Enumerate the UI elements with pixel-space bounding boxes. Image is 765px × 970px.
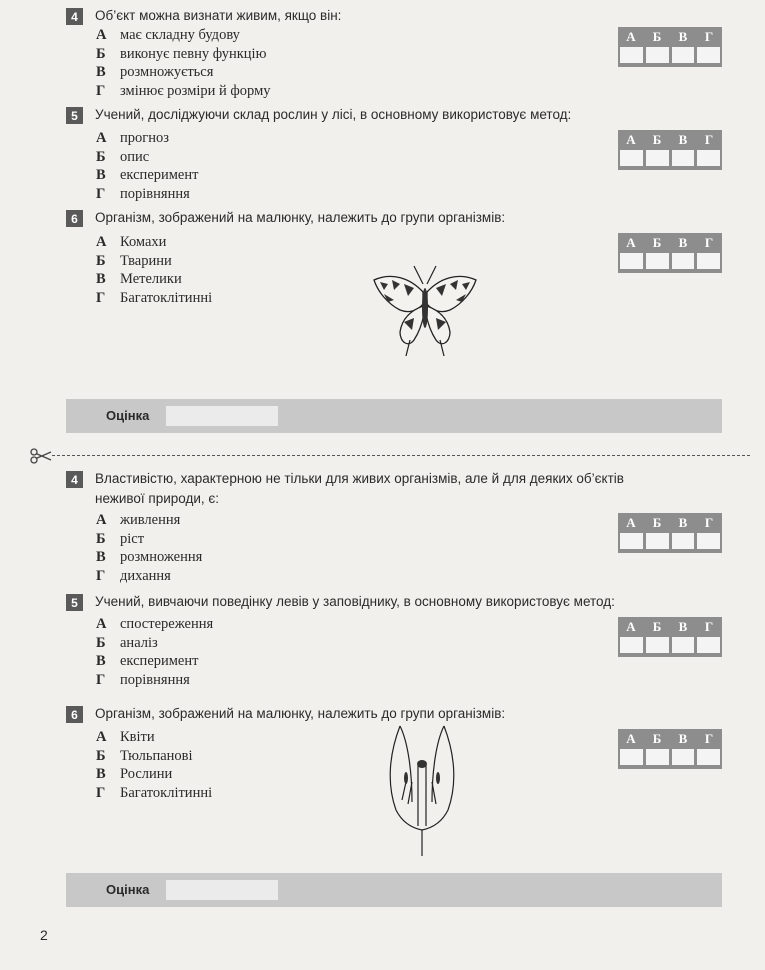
answer-cell[interactable] <box>697 533 720 549</box>
tulip-flower-illustration <box>382 722 462 858</box>
answer-cell[interactable] <box>646 749 669 765</box>
option-a[interactable]: А живлення <box>96 512 181 528</box>
options-list <box>96 233 212 307</box>
answer-cell[interactable] <box>672 749 695 765</box>
score-bar <box>66 399 722 433</box>
question-text: Учений, вивчаючи поведінку левів у заповіднику, в основному використовує метод: <box>95 594 615 609</box>
question-number: 4 <box>66 8 83 25</box>
question-number: 6 <box>66 706 83 723</box>
answer-cell[interactable] <box>646 637 669 653</box>
answer-cell[interactable] <box>646 533 669 549</box>
question-text: Об’єкт можна визнати живим, якщо він: <box>95 8 342 23</box>
answer-cell[interactable] <box>646 47 669 63</box>
option-d[interactable]: Г Багатоклітинні <box>96 784 213 801</box>
options-list <box>96 511 202 585</box>
question-number: 5 <box>66 594 83 611</box>
answer-cell[interactable] <box>646 253 669 269</box>
options-list <box>96 26 271 100</box>
options-list <box>96 129 198 203</box>
option-b[interactable]: Б опис <box>96 148 150 165</box>
answer-grid: А Б В Г <box>618 513 722 553</box>
option-b[interactable]: Б Тюльпанові <box>96 747 193 764</box>
option-d[interactable]: Г змінює розміри й форму <box>96 82 271 99</box>
option-d[interactable]: Г порівняння <box>96 671 190 688</box>
answer-cell[interactable] <box>697 749 720 765</box>
option-c[interactable]: В Метелики <box>96 271 182 287</box>
question-text: Організм, зображений на малюнку, належить до групи організмів: <box>95 210 506 225</box>
answer-cell[interactable] <box>697 637 720 653</box>
answer-cell[interactable] <box>672 47 695 63</box>
answer-cell[interactable] <box>697 150 720 166</box>
option-c[interactable]: В експеримент <box>96 167 199 183</box>
option-c[interactable]: В розмножується <box>96 64 214 80</box>
answer-cell[interactable] <box>620 749 643 765</box>
question-number: 4 <box>66 471 83 488</box>
answer-grid: А Б В Г <box>618 729 722 769</box>
score-field[interactable] <box>166 406 278 426</box>
answer-cell[interactable] <box>620 253 643 269</box>
question-text: Учений, досліджуючи склад рослин у лісі, в основному використовує метод: <box>95 107 572 122</box>
option-b[interactable]: Б Тварини <box>96 252 172 269</box>
option-c[interactable]: В розмноження <box>96 549 203 565</box>
option-b[interactable]: Б виконує певну функцію <box>96 45 267 62</box>
answer-cell[interactable] <box>620 47 643 63</box>
answer-cell[interactable] <box>672 253 695 269</box>
scissors-icon <box>30 448 52 464</box>
answer-cell[interactable] <box>672 533 695 549</box>
cut-line <box>30 448 750 464</box>
option-a[interactable]: А прогноз <box>96 130 169 146</box>
score-label: Оцінка <box>106 408 150 423</box>
butterfly-illustration <box>370 262 480 362</box>
option-c[interactable]: В Рослини <box>96 766 173 782</box>
answer-cell[interactable] <box>672 150 695 166</box>
question-text: Організм, зображений на малюнку, належить до групи організмів: <box>95 706 506 721</box>
option-b[interactable]: Б аналіз <box>96 634 158 651</box>
option-a[interactable]: А Комахи <box>96 234 167 250</box>
question-text: Властивістю, характерною не тільки для живих організмів, але й для деяких об’єктів неживої природи, є: <box>95 471 624 506</box>
score-field[interactable] <box>166 880 278 900</box>
option-d[interactable]: Г дихання <box>96 567 171 584</box>
answer-grid: А Б В Г <box>618 233 722 273</box>
option-d[interactable]: Г Багатоклітинні <box>96 289 213 306</box>
answer-cell[interactable] <box>620 533 643 549</box>
options-list <box>96 728 212 802</box>
question-number: 5 <box>66 107 83 124</box>
answer-cell[interactable] <box>646 150 669 166</box>
option-a[interactable]: А має складну будову <box>96 27 240 43</box>
answer-grid: А Б В Г <box>618 27 722 67</box>
answer-cell[interactable] <box>697 47 720 63</box>
answer-cell[interactable] <box>620 637 643 653</box>
option-a[interactable]: А спостереження <box>96 616 214 632</box>
score-bar <box>66 873 722 907</box>
answer-cell[interactable] <box>697 253 720 269</box>
answer-grid: А Б В Г <box>618 130 722 170</box>
option-a[interactable]: А Квіти <box>96 729 155 745</box>
score-label: Оцінка <box>106 882 150 897</box>
option-b[interactable]: Б ріст <box>96 530 145 547</box>
answer-grid: А Б В Г <box>618 617 722 657</box>
question-number: 6 <box>66 210 83 227</box>
answer-cell[interactable] <box>620 150 643 166</box>
options-list <box>96 615 213 689</box>
option-d[interactable]: Г порівняння <box>96 185 190 202</box>
option-c[interactable]: В експеримент <box>96 653 199 669</box>
answer-cell[interactable] <box>672 637 695 653</box>
page-number: 2 <box>40 927 48 943</box>
